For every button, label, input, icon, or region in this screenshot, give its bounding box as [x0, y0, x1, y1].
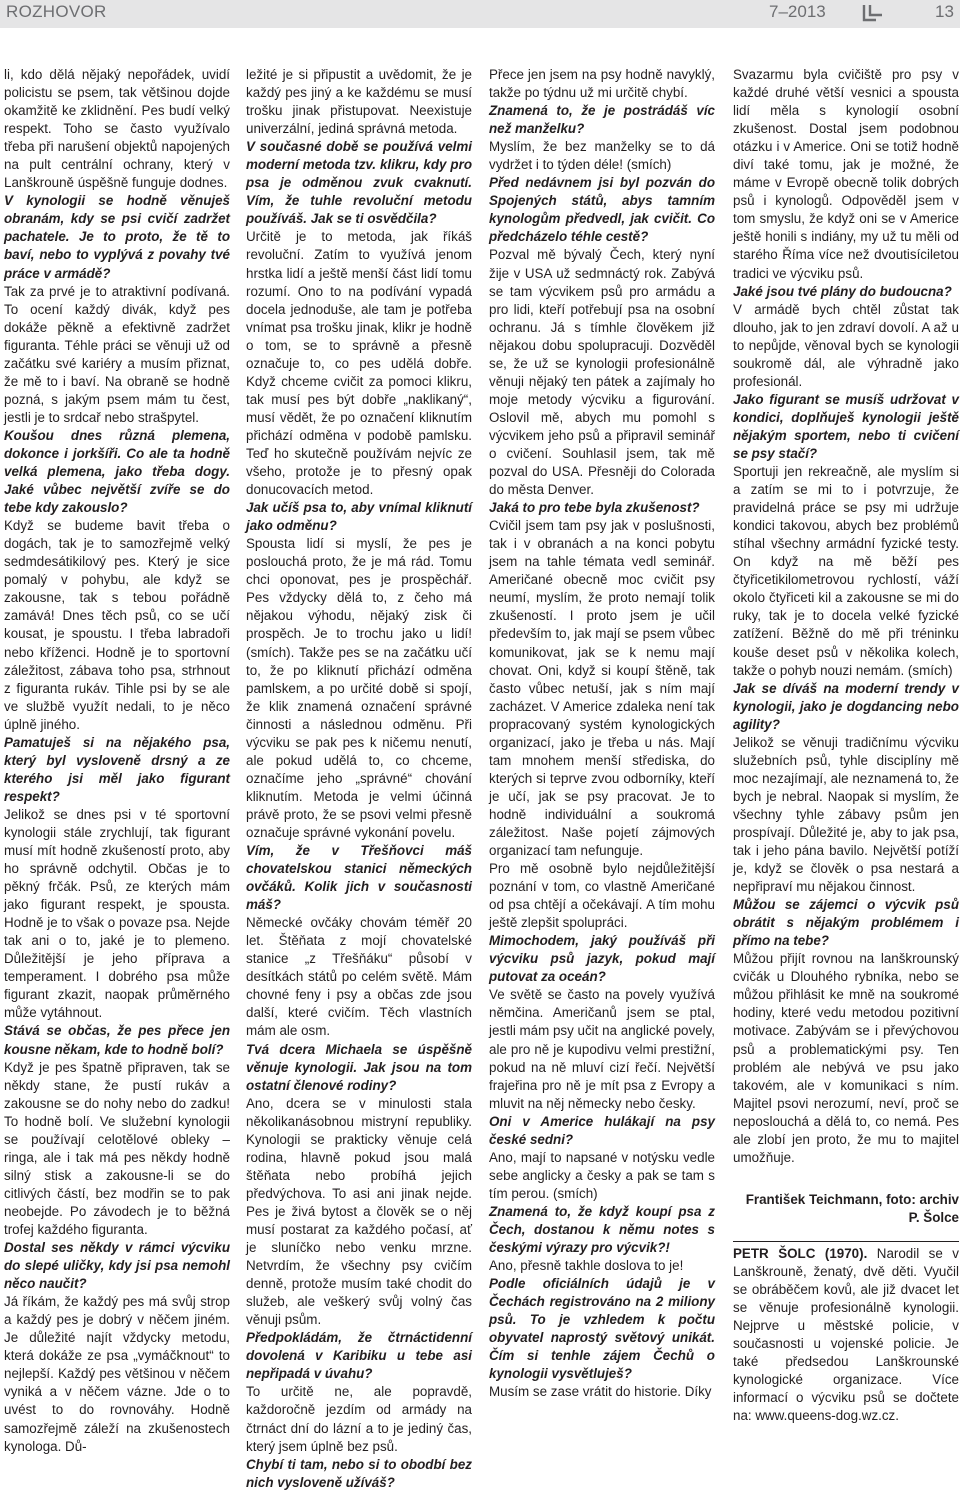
interview-question: Podle oficiálních údajů je v Čechách registrováno na 2 miliony psů. To je vzhledem k počtu obyvatel naprostý světový unikát. Čím si tenhle zájem Čechů o kynologii vysvětluješ? — [489, 1276, 715, 1382]
interview-answer: Ano, mají to napsané v notýsku vedle sebe anglicky a česky a pak se tam s tím perou. (smích) — [489, 1149, 715, 1201]
interview-question: Oni v Americe hulákají na psy české sedni? — [489, 1113, 715, 1147]
interview-question: Stává se občas, že pes přece jen kousne někam, kde to hodně bolí? — [4, 1023, 230, 1057]
interview-question: Jaká to pro tebe byla zkušenost? — [489, 500, 700, 516]
article-column-1 — [4, 66, 230, 1454]
interview-answer: Spousta lidí si myslí, že pes je poslouchá proto, že je má rád. Tomu chci oponovat, pes je prospěchář. Pes vždycky dělá to, z čeho má nějakou výhodu, nějaký zisk či prospěch. Je to trochu jako u lidí! (smích). Takže pes se na začátku učí to, že po kliknutí přichází odměna pamlskem, a po určité době si spojí, že klik znamená označení správné činnosti a následnou odměnu. Při výcviku se pak pes k ničemu nenutí, ale pokud udělá to, co chceme, označíme jeho „správné“ chování kliknutím. Metoda je velmi účinná právě proto, že se psovi velmi přesně označuje správné vykonání povelu. — [246, 536, 472, 840]
article-column-2 — [246, 66, 472, 1490]
bio-text: Narodil se v Lanškrouně, ženatý, dvě děti. Vyučil se obráběčem kovů, ale již dvacet let se věnuje profesionálně kynologii. Nejprve u městské policie, v současnosti u vojenské policie. Je také předsedou Lanškrounské kynologické organizace. Více informací o výcviku psů se dočtete na: www.queens-dog.wz.cz. — [733, 1245, 959, 1424]
page-header — [0, 0, 960, 28]
interview-answer: Pro mě osobně bylo nejdůležitější poznání v tom, co vlastně Američané od psa chtějí a očekávají. A tím mohu ještě zlepšit spolupráci. — [489, 861, 715, 931]
interview-question: Znamená to, že když koupí psa z Čech, dostanou k němu notes s českými výrazy pro výcvik?! — [489, 1203, 715, 1256]
interview-question: V kynologii se hodně věnuješ obranám, kdy se psi cvičí zadržet pachatele. Je to proto, že tě to baví, nebo to vyplývá z povahy tvé práce v armádě? — [4, 193, 230, 281]
interview-answer: ležité je si připustit a uvědomit, že je každý pes jiný a ke každému se musí trošku jinak přistupovat. Neexistuje univerzální, jediná správná metoda. — [246, 67, 472, 137]
interview-question: Můžou se zájemci o výcvik psů obrátit s nějakým problémem i přímo na tebe? — [733, 897, 959, 949]
author-credit: František Teichmann, foto: archiv P. Šolce — [745, 1191, 959, 1225]
interview-answer: Ano, přesně takhle doslova to je! — [489, 1258, 684, 1274]
interview-question: Koušou dnes různá plemena, dokonce i jorkšíři. Co ale ta hodně velká plemena, jako třeba dogy. Jaké vůbec největší zvíře se do tebe kdy zakouslo? — [4, 427, 230, 516]
interview-answer: Tak za prvé je to atraktivní podívaná. To ocení každý divák, když pes dokáže pěkně a efektivně zadržet figuranta. Téhle práci se věnuji už od začátku své kariéry a musím přiznat, že mě to i baví. Na obraně se hodně pozná, s jakým psem mám tu čest, jestli je to srdcař nebo strašpytel. — [4, 283, 230, 425]
interview-question: Předpokládám, že čtrnáctidenní dovolená v Karibiku u tebe asi nepřipadá v úvahu? — [246, 1330, 472, 1382]
section-title: ROZHOVOR — [6, 2, 107, 21]
interview-answer: Ano, dcera se v minulosti stala několikanásobnou mistryní republiky. Kynologii se prakticky věnuje celá rodina, hlavně pokud jsou malá štěňata nebo probíhá jejich předvýchova. To asi ani jinak nejde. Pes je živá bytost a člověk se o něj musí postarat za každého počasí, ať je sluníčko nebo venku mrzne. Netvrdím, že všechny psy cvičím denně, protože musím také chodit do služeb, ale veškerý svůj volný čas věnuji psům. — [246, 1095, 472, 1328]
bio-box — [733, 1241, 959, 1425]
interview-question: V současné době se používá velmi moderní metoda tzv. klikru, kdy pro psa je odměnou zvuk cvaknutí. Vím, že tuhle revoluční metodu používáš. Jak se ti osvědčila? — [246, 139, 472, 227]
interview-question: Pamatuješ si na nějakého psa, který byl vysloveně drsný a ze kterého jsi měl jako figurant respekt? — [4, 734, 230, 804]
interview-question: Tvá dcera Michaela se úspěšně věnuje kynologii. Jak jsou na tom ostatní členové rodiny? — [246, 1041, 472, 1093]
interview-answer: Když se budeme bavit třeba o dogách, tak je to samozřejmě velký sedmdesátikilový pes. Který je sice pomalý v pohybu, ale když se zakousne, tak s tebou pořádně zamává! Dnes těch psů, co se učí kousat, je spoustu. I třeba labradoři nebo kříženci. Hodně je to sportovní záležitost, zábava toho psa, strhnout z figuranta rukáv. Tihle psi by se ale ve službě využít nedali, to je něco úplně jiného. — [4, 518, 230, 732]
interview-question: Mimochodem, jaký používáš při výcviku psů jazyk, pokud mají putovat za oceán? — [489, 933, 715, 985]
interview-question: Znamená to, že je postrádáš víc než manželku? — [489, 103, 715, 137]
interview-question: Jak se díváš na moderní trendy v kynologii, jako je dogdancing nebo agility? — [733, 680, 959, 732]
interview-answer: Německé ovčáky chovám téměř 20 let. Štěňata z mojí chovatelské stanice „z Třešňáku“ působí v desítkách států po celém světě. Mám chovné feny i psy a občas zde jsou další, které cvičím. Těch vlastních mám ale osm. — [246, 915, 472, 1039]
article-column-4 — [733, 66, 959, 1424]
interview-answer: Musím se zase vrátit do historie. Díky — [489, 1384, 712, 1400]
interview-answer: Přece jen jsem na psy hodně navyklý, takže po týdnu už mi určitě chybí. — [489, 67, 715, 101]
interview-question: Jak učíš psa to, aby vnímal kliknutí jako odměnu? — [246, 500, 472, 534]
interview-answer: Jelikož se věnuji tradičnímu výcviku služebních psů, tyhle disciplíny mě moc nezajímají, ale neznamená to, že bych je nebral. Naopak si myslím, že všechny tyhle zábavy psům jen prospívají. Důležité je, aby to jak psa, tak i jeho pána bavilo. Největší potíží je, když se člověk o psa nestará a nepřipraví mu nějakou činnost. — [733, 734, 959, 895]
interview-answer: V armádě bych chtěl zůstat tak dlouho, jak to jen zdraví dovolí. A až u to nepůjde, věnoval bych se kynologii soukromě dál, ale výhradně jako profesionál. — [733, 301, 959, 389]
interview-answer: Ve světě se často na povely využívá němčina. Američanů jsem se ptal, jestli mám psy učit na anglické povely, ale pro ně je kupodivu velmi prestižní, pokud na ně mluví cizí řečí. Největší frajeřina pro ně je mít psa z Evropy a mluvit na něj německy nebo česky. — [489, 987, 715, 1111]
interview-question: Dostal ses někdy v rámci výcviku do slepé uličky, kdy jsi psa nemohl něco naučit? — [4, 1240, 230, 1292]
bio-name: PETR ŠOLC (1970). — [733, 1245, 868, 1261]
interview-answer: Jelikož se dnes psi v té sportovní kynologii stále zrychlují, tak figurant musí mít hodně zkušeností proto, aby ho správně odchytil. Občas je to pěkný frčák. Psů, ze kterých mám jako figurant respekt, je spousta. Hodně je to však o povaze psa. Nejde tak ani o to, jaké je to plemeno. Důležitější je jeho příprava a temperament. I dobrého psa může figurant zkazit, naopak průměrného může vytáhnout. — [4, 806, 230, 1021]
issue-number: 7–2013 — [769, 2, 826, 21]
interview-question: Chybí ti tam, nebo si to obodbí bez nich vysloveně užíváš? — [246, 1456, 472, 1490]
interview-question: Jako figurant se musíš udržovat v kondici, doplňuješ kynologii ještě nějakým sportem, nebo ti cvičení se psy stačí? — [733, 391, 959, 461]
interview-answer: Když je pes špatně připraven, tak se někdy stane, že pustí rukáv a zakousne se do nohy nebo do zadku! To hodně bolí. Ve služební kynologii se používají celotělové obleky – ringa, ale i tak má pes někdy hodně silný stisk a zakousne-li se do citlivých částí, bez modřin se to pak neobejde. Po závodech je to běžná trofej každého figuranta. — [4, 1059, 230, 1237]
interview-answer: Myslím, že bez manželky se to dá vydržet i to týden déle! (smích) — [489, 139, 715, 173]
interview-answer: Svazarmu byla cvičiště pro psy v každé druhé větší vesnici a spousta lidí měla s kynologií osobní zkušenost. Dostal jsem podobnou otázku i v Americe. Oni se totiž hodně diví také tomu, jak je možné, že máme v Evropě obecně tolik dobrých psů i kynologů. Odpověděl jsem v tom smyslu, že když oni se v Americe ještě honili s indiány, my už tu měli od starého Říma více než dvoutisíciletou tradici ve výcviku psů. — [733, 67, 959, 281]
interview-answer: Určitě je to metoda, jak říkáš revoluční. Zatím to využívá jenom hrstka lidí a ještě menší část lidí tomu rozumí. Ono to na podívání vypadá docela jednoduše, ale tam je potřeba vnímat psa trošku jinak, klikr je hodně o tom, se to správně a přesně označuje to, co pes udělá dobře. Když chceme cvičit za pomoci klikru, tak musí pes být dobře „naklikaný“, musí vědět, že po označení kliknutím přichází odměna v podobě pamlsku. Teď ho skutečně používám nejvíc ze všeho, protože je to přesný opak donucovacích metod. — [246, 229, 472, 498]
page-number: 13 — [935, 2, 954, 21]
article-column-3 — [489, 66, 715, 1400]
interview-question: Před nedávnem jsi byl pozván do Spojených států, abys tamním kynologům předvedl, jak cvičit. Co předcházelo téhle cestě? — [489, 175, 715, 245]
interview-answer: Sportuji jen rekreačně, ale myslím si a zatím se mi to i potvrzuje, že pravidelná práce se psy mi udržuje kondici takovou, abych bez problémů stíhal všechny armádní fyzické testy. On když na mě běží pes čtyřicetikilometrovou rychlostí, váží okolo čtyřiceti kil a zakousne se mi do ruky, tak je to docela velké fyzické zatížení. Běžně do mě při tréninku kouše deset psů v několika kolech, takže o pohyb nouzi nemám. (smích) — [733, 464, 959, 678]
interview-answer: li, kdo dělá nějaký nepořádek, uvidí policistu se psem, tak většinou dojde okamžitě ke zklidnění. Pes budí velký respekt. Toho se často využívalo třeba při narušení objektů napojených na pult centrální ochrany, který v Lanškrouně úspěšně funguje dodnes. — [4, 67, 230, 191]
interview-answer: Já říkám, že každý pes má svůj strop a každý pes je dobrý v něčem jiném. Je důležité najít vždycky metodu, která dokáže ze psa „vymáčknout“ to nejlepší. Každý pes většinou v něčem vyniká a v něčem vázne. Jde o to uvést to do rovnováhy. Hodně samozřejmě záleží na zkušenostech kynologa. Dů- — [4, 1294, 230, 1454]
interview-question: Jaké jsou tvé plány do budoucna? — [733, 283, 952, 299]
interview-answer: Pozval mě bývalý Čech, který nyní žije v USA už sedmnáctý rok. Zabývá se tam výcvikem psů pro armádu a pro lidi, kteří potřebují psa na osobní ochranu. Já s tímhle člověkem již nějakou dobu spolupracuji. Dozvěděl se, že už se kynologii profesionálně věnuji nějaký ten pátek a zajímaly ho moje metody výcviku a figurování. Oslovil mě, abych mu pomohl s výcvikem jeho psů a připravil seminář o cvičení. Souhlasil jsem, tak mě pozval do USA. Přesněji do Colorada do města Denver. — [489, 247, 715, 498]
interview-question: Vím, že v Třešňovci máš chovatelskou stanici německých ovčáků. Kolik jich v současnosti máš? — [246, 843, 472, 913]
paragraphs-container — [733, 66, 959, 1167]
interview-answer: To určitě ne, ale popravdě, každoročně jezdím od armády na čtrnáct dní do lázní a to je jediný čas, který jsem úplně bez psů. — [246, 1384, 472, 1454]
interview-answer: Cvičil jsem tam psy jak v poslušnosti, tak i v obranách a na konci pobytu jsem na tahle témata vedl seminář. Američané obecně moc cvičit psy neumí, myslím, že proto nemají tolik zkušeností. I proto jsem je učil především to, jak mají se psem vůbec komunikovat, jak se k nemu mají chovat. Oni, když si koupí štěně, tak často vůbec netuší, jak s ním mají zacházet. V Americe zdaleka není tak propracovaný systém kynologických organizací, jako je třeba u nás. Mají tam mnohem menší střediska, do kterých si teprve zvou odborníky, kteří je učí, jak se psy pracovat. Je to hodně individuální a soukromá záležitost. Naše pojetí zájmových organizací tam nefunguje. — [489, 518, 715, 859]
magazine-logo-icon — [862, 4, 884, 22]
interview-answer: Můžou přijít rovnou na lanškrounský cvičák u Dlouhého rybníka, nebo se můžou přihlásit ke mně na soukromé hodiny, které vedu metodou pozitivní motivace. Zabývám se i převýchovou psů a problematickými psy. Ten problém ale nebývá ve psu jako takovém, ale v komunikaci s ním. Majitel psovi nerozumí, neví, proč se neposlouchá a dělá to, co nemá. Pes ale zlobí jen proto, že mu to majitel umožňuje. — [733, 951, 959, 1165]
